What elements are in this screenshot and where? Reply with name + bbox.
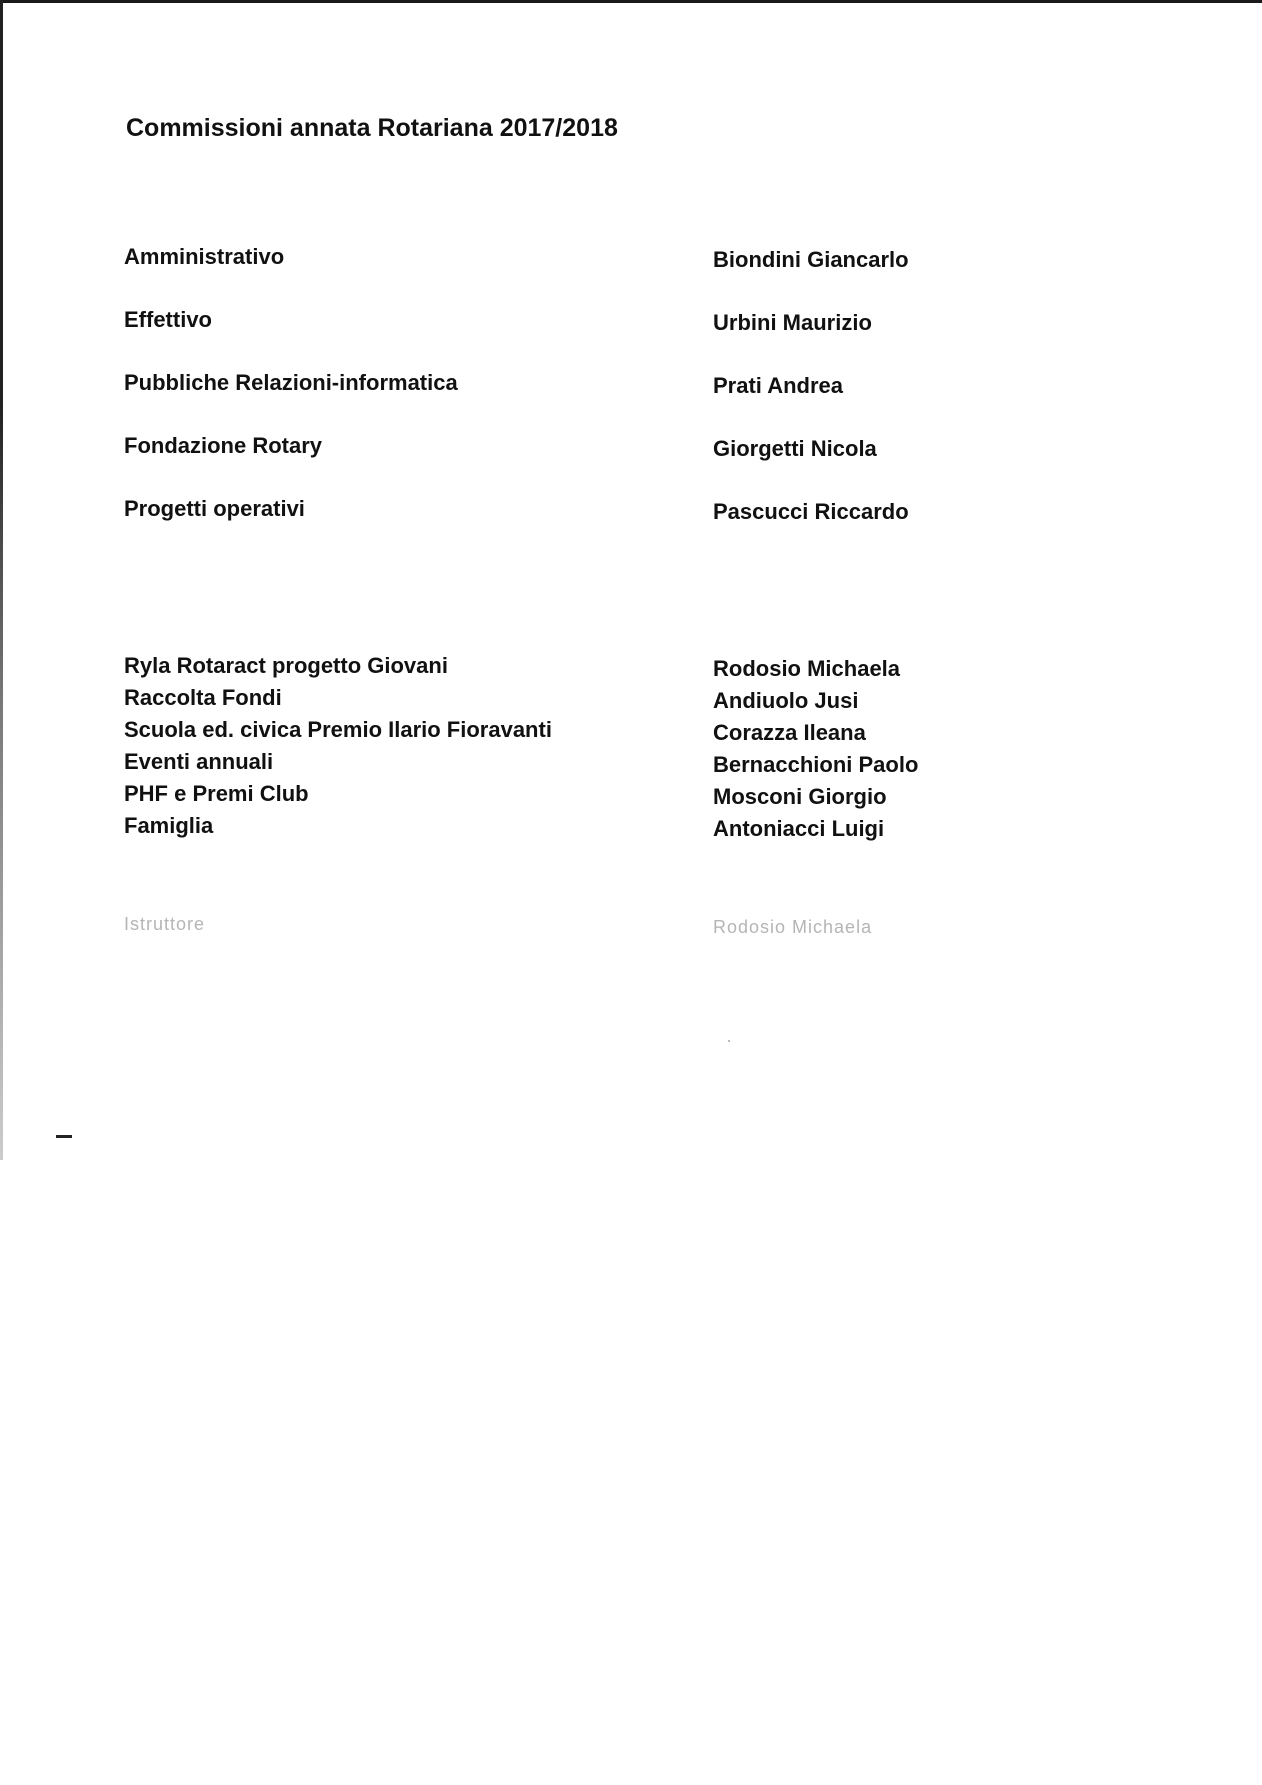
subcommission-member: Andiuolo Jusi (713, 688, 859, 713)
commission-member: Prati Andrea (713, 373, 844, 398)
subcommission-member: Mosconi Giorgio (713, 784, 887, 809)
scan-top-edge (0, 0, 1262, 3)
scan-speck (728, 1040, 730, 1042)
commission-name: Pubbliche Relazioni-informatica (124, 370, 458, 395)
subcommission-member: Antoniacci Luigi (713, 816, 885, 841)
subcommission-name: Eventi annuali (124, 749, 274, 774)
commission-name: Progetti operativi (124, 496, 305, 521)
subcommission-row (0, 781, 1262, 815)
commission-member: Biondini Giancarlo (713, 247, 909, 272)
subcommission-row (0, 717, 1262, 751)
commission-member: Giorgetti Nicola (713, 436, 877, 461)
document-title: Commissioni annata Rotariana 2017/2018 (126, 114, 618, 142)
faint-commission-member: Rodosio Michaela (713, 917, 873, 937)
commission-member: Pascucci Riccardo (713, 499, 909, 524)
commission-name: Fondazione Rotary (124, 433, 323, 458)
subcommission-name: Famiglia (124, 813, 214, 838)
subcommission-name: Scuola ed. civica Premio Ilario Fioravanti (124, 717, 552, 742)
commission-name: Effettivo (124, 307, 212, 332)
subcommission-row (0, 749, 1262, 783)
faint-commission-name: Istruttore (124, 914, 206, 934)
commission-row (0, 496, 1262, 530)
subcommission-name: Raccolta Fondi (124, 685, 282, 710)
subcommission-name: Ryla Rotaract progetto Giovani (124, 653, 448, 678)
scan-mark (56, 1135, 72, 1138)
subcommission-member: Bernacchioni Paolo (713, 752, 919, 777)
subcommission-member: Rodosio Michaela (713, 656, 901, 681)
scan-left-edge (0, 0, 3, 1160)
subcommission-row (0, 813, 1262, 847)
subcommission-row (0, 653, 1262, 687)
commission-name: Amministrativo (124, 244, 285, 269)
subcommission-name: PHF e Premi Club (124, 781, 309, 806)
commission-member: Urbini Maurizio (713, 310, 872, 335)
subcommission-row (0, 685, 1262, 719)
commission-row (0, 433, 1262, 467)
commission-row (0, 307, 1262, 341)
subcommission-member: Corazza Ileana (713, 720, 866, 745)
commission-row (0, 244, 1262, 278)
faint-commission-row (0, 914, 1262, 948)
commission-row (0, 370, 1262, 404)
